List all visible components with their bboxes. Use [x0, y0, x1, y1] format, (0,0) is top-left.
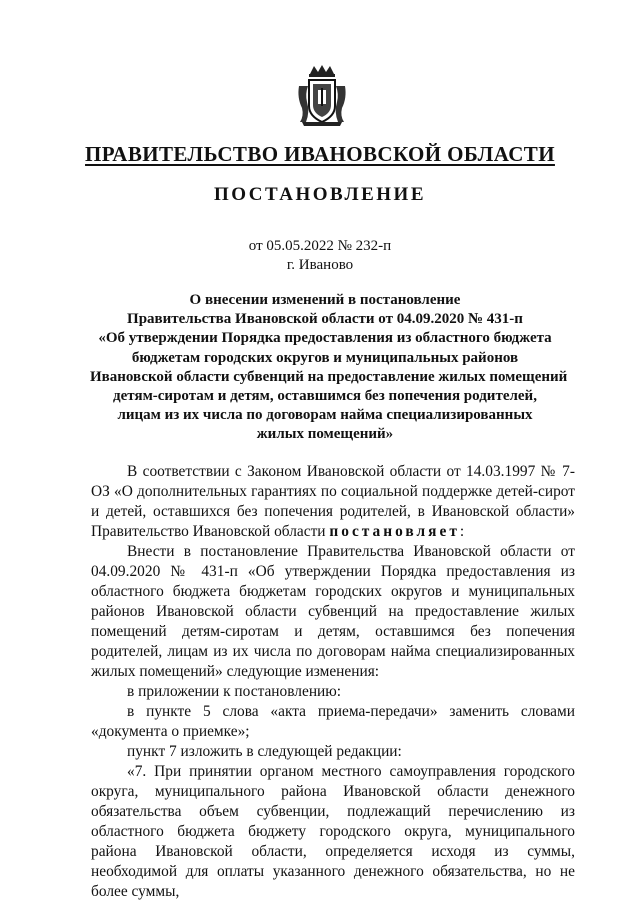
subject-line: О внесении изменений в постановление [189, 292, 461, 308]
organization-title: ПРАВИТЕЛЬСТВО ИВАНОВСКОЙ ОБЛАСТИ [85, 142, 555, 166]
decree-word: постановляет [329, 523, 460, 540]
body-paragraph: в пункте 5 слова «акта приема-передачи» заменить словами «документа о приемке»; [91, 703, 575, 740]
document-type: ПОСТАНОВЛЕНИЕ [213, 184, 427, 205]
subject-line: Правительства Ивановской области от 04.09.2020 № 431-п [127, 311, 523, 328]
document-body [91, 462, 575, 902]
body-paragraph: в приложении к постановлению: [127, 683, 342, 700]
subject-line: лицам из их числа по договорам найма специализированных [117, 407, 533, 424]
city: г. Иваново [286, 257, 354, 273]
document-meta [0, 237, 640, 275]
preamble-paragraph [91, 462, 575, 542]
subject-line: Ивановской области субвенций на предоставление жилых помещений [90, 368, 568, 385]
body-paragraph: Внести в постановление Правительства Ивановской области от 04.09.2020 № 431-п «Об утверждении Порядка предоставления из областного бюджета бюджетам городских округов и муниципальных районов Ивановской области субвенций на предоставление жилых помещений детям-сиротам и детям, оставшимся без попечения родителей, лицам из их числа по договорам найма специализированных жилых помещений» следующие изменения: [91, 543, 575, 680]
document-subject [90, 291, 568, 445]
preamble-text: В соответствии с Законом Ивановской области от 14.03.1997 № 7-ОЗ «О дополнительных гарантиях по социальной поддержке детей-сирот и детей, оставшихся без попечения родителей, в Ивановской области» Правительство Ивановской области [91, 463, 575, 540]
body-paragraph: пункт 7 изложить в следующей редакции: [127, 743, 402, 760]
subject-line: «Об утверждении Порядка предоставления из областного бюджета [98, 330, 552, 347]
subject-line: жилых помещений» [256, 426, 394, 443]
subject-line: детям-сиротам и детям, оставшимся без попечения родителей, [113, 388, 537, 405]
decree-colon: : [459, 523, 465, 540]
coat-of-arms-icon [296, 64, 348, 128]
subject-line: бюджетам городских округов и муниципальных районов [131, 349, 519, 366]
date-number: от 05.05.2022 № 232-п [248, 238, 392, 254]
body-paragraph: «7. При принятии органом местного самоуправления городского округа, муниципального района Ивановской области денежного обязательства объем субвенции, подлежащий перечислению из областного бюджета бюджету городского округа, муниципального района Ивановской области, определяется исходя из суммы, необходимой для оплаты указанного денежного обязательства, но не более суммы, [91, 763, 575, 900]
